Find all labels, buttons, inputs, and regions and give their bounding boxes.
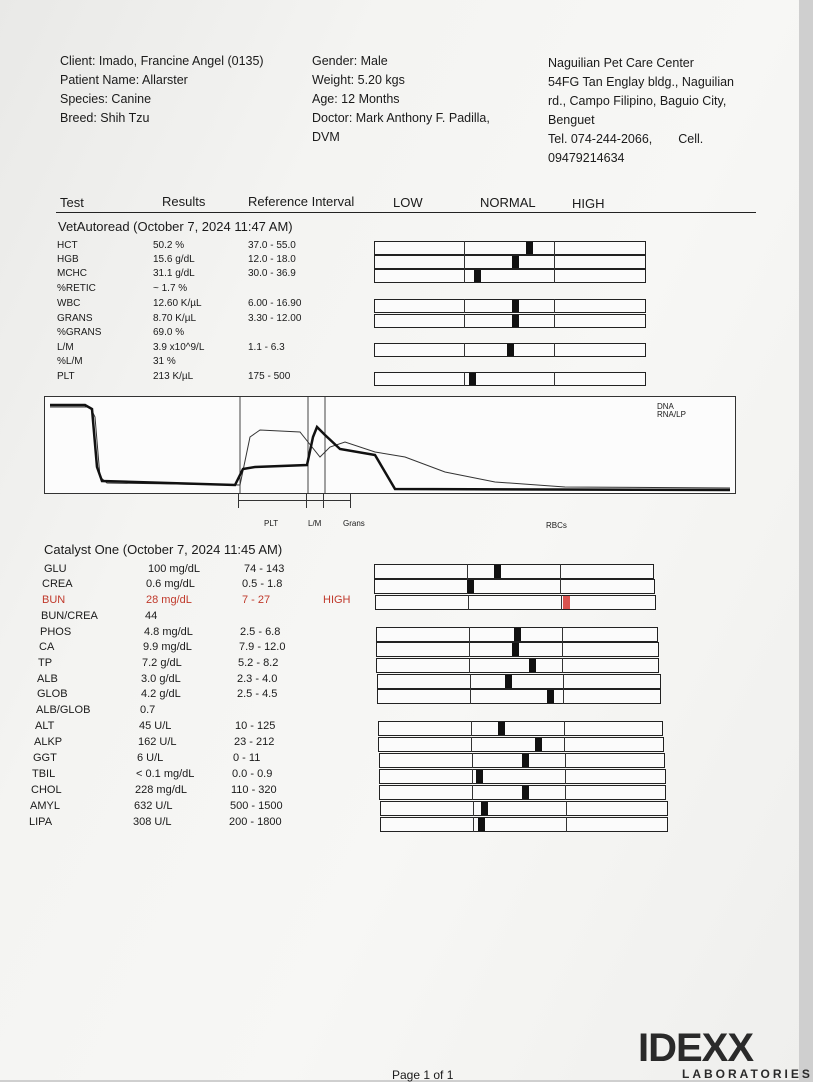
range-divider-low	[469, 627, 470, 642]
range-bar	[378, 721, 663, 736]
range-divider-low	[470, 689, 471, 704]
result-marker	[563, 596, 570, 609]
range-divider-high	[566, 817, 567, 832]
test-result: 31.1 g/dL	[153, 268, 195, 279]
gender: Gender: Male	[312, 54, 388, 68]
test-reference: 2.3 - 4.0	[237, 673, 278, 685]
range-bar	[374, 241, 646, 255]
client-info	[60, 52, 264, 128]
range-bar	[375, 595, 656, 610]
test-name: TBIL	[32, 768, 56, 780]
test-result: 44	[145, 610, 158, 622]
result-marker	[478, 818, 485, 831]
test-reference: 0.5 - 1.8	[242, 578, 283, 590]
species: Species: Canine	[60, 92, 152, 106]
test-result: 213 K/µL	[153, 371, 194, 382]
histogram-plot	[45, 397, 735, 493]
patient-name: Patient Name: Allarster	[60, 73, 188, 87]
result-marker	[494, 565, 501, 578]
test-result: 100 mg/dL	[148, 563, 200, 575]
test-name: HGB	[57, 254, 79, 265]
test-result: 9.9 mg/dL	[143, 641, 192, 653]
test-reference: 110 - 320	[231, 784, 277, 796]
range-bar	[380, 801, 668, 816]
range-divider-low	[464, 255, 465, 269]
range-divider-high	[560, 564, 561, 579]
test-reference: 500 - 1500	[230, 800, 283, 812]
test-reference: 10 - 125	[235, 720, 276, 732]
cell-histogram	[44, 396, 736, 494]
range-divider-low	[468, 595, 469, 610]
range-divider-high	[563, 689, 564, 704]
test-name: ALKP	[34, 736, 63, 748]
range-divider-high	[564, 721, 565, 736]
range-divider-high	[554, 269, 555, 283]
range-divider-high	[562, 658, 563, 673]
test-reference: 5.2 - 8.2	[238, 657, 279, 669]
test-reference: 12.0 - 18.0	[248, 254, 296, 265]
range-bar	[377, 674, 661, 689]
test-name: GGT	[33, 752, 57, 764]
range-divider-high	[554, 255, 555, 269]
range-bar	[374, 299, 646, 313]
range-bar	[374, 269, 646, 283]
test-name: %RETIC	[57, 283, 96, 294]
test-reference: 1.1 - 6.3	[248, 342, 285, 353]
test-result: 4.8 mg/dL	[144, 626, 193, 638]
test-reference: 2.5 - 4.5	[237, 688, 278, 700]
range-divider-high	[565, 785, 566, 800]
test-name: CA	[39, 641, 55, 653]
test-name: AMYL	[30, 800, 60, 812]
header-rule	[56, 212, 756, 213]
col-reference: Reference Interval	[248, 194, 355, 209]
range-divider-low	[464, 372, 465, 386]
test-result: ~ 1.7 %	[153, 283, 188, 294]
test-result: 12.60 K/µL	[153, 298, 202, 309]
result-marker	[498, 722, 505, 735]
clinic-name: Naguilian Pet Care Center	[548, 56, 694, 70]
test-name: L/M	[57, 342, 74, 353]
clinic-address-2: rd., Campo Filipino, Baguio City,	[548, 94, 727, 108]
range-divider-high	[554, 343, 555, 357]
test-result: 8.70 K/µL	[153, 313, 197, 324]
catalyst-title: Catalyst One (October 7, 2024 11:45 AM)	[44, 542, 283, 557]
range-divider-low	[470, 674, 471, 689]
range-bar	[377, 689, 661, 704]
range-divider-high	[565, 753, 566, 768]
range-divider-high	[554, 314, 555, 328]
test-reference: 74 - 143	[244, 563, 285, 575]
result-marker	[474, 270, 481, 282]
clinic-address-3: Benguet	[548, 113, 595, 127]
test-name: GLOB	[37, 688, 68, 700]
gate-tick-1	[238, 494, 239, 508]
client-name: Client: Imado, Francine Angel (0135)	[60, 54, 264, 68]
test-reference: 175 - 500	[248, 371, 291, 382]
test-result: 69.0 %	[153, 327, 185, 338]
test-result: < 0.1 mg/dL	[136, 768, 195, 780]
test-name: CHOL	[31, 784, 62, 796]
range-bar	[374, 372, 646, 386]
idexx-logo: IDEXX	[638, 1026, 754, 1070]
range-divider-low	[473, 801, 474, 816]
test-result: 632 U/L	[134, 800, 173, 812]
col-normal: NORMAL	[480, 195, 536, 210]
vetautoread-title: VetAutoread (October 7, 2024 11:47 AM)	[58, 219, 293, 234]
test-result: 28 mg/dL	[146, 594, 192, 606]
test-reference: 7.9 - 12.0	[239, 641, 286, 653]
gate-tick-3	[323, 494, 324, 508]
result-marker	[526, 242, 533, 254]
range-bar	[374, 314, 646, 328]
test-name: PHOS	[40, 626, 72, 638]
result-marker	[512, 300, 519, 312]
range-divider-low	[473, 817, 474, 832]
range-bar	[376, 658, 659, 673]
test-result: 50.2 %	[153, 240, 185, 251]
range-bar	[374, 579, 655, 594]
test-result: 4.2 g/dL	[141, 688, 181, 700]
range-divider-low	[469, 642, 470, 657]
label-plt: PLT	[264, 519, 279, 528]
test-reference: 23 - 212	[234, 736, 275, 748]
test-name: PLT	[57, 371, 75, 382]
test-reference: 6.00 - 16.90	[248, 298, 302, 309]
result-marker	[512, 315, 519, 327]
col-low: LOW	[393, 195, 423, 210]
result-marker	[481, 802, 488, 815]
range-bar	[379, 769, 666, 784]
gate-tick-2	[306, 494, 307, 508]
flag-label: HIGH	[323, 594, 351, 606]
range-divider-low	[464, 241, 465, 255]
result-marker	[535, 738, 542, 751]
test-reference: 2.5 - 6.8	[240, 626, 281, 638]
test-name: GLU	[44, 563, 67, 575]
test-result: 45 U/L	[139, 720, 172, 732]
test-name: %L/M	[57, 356, 83, 367]
doctor: Doctor: Mark Anthony F. Padilla,	[312, 111, 490, 125]
range-bar	[380, 817, 668, 832]
result-marker	[505, 675, 512, 688]
clinic-cell: 09479214634	[548, 151, 625, 165]
range-divider-low	[471, 721, 472, 736]
gate-bracket	[238, 500, 350, 501]
range-divider-high	[562, 627, 563, 642]
test-result: 228 mg/dL	[135, 784, 187, 796]
test-reference: 37.0 - 55.0	[248, 240, 296, 251]
test-name: %GRANS	[57, 327, 102, 338]
page-number: Page 1 of 1	[392, 1068, 454, 1082]
range-divider-low	[471, 737, 472, 752]
idexx-logo-sub: LABORATORIES	[682, 1067, 813, 1081]
test-result: 7.2 g/dL	[142, 657, 182, 669]
range-divider-high	[563, 674, 564, 689]
test-name: ALB/GLOB	[36, 704, 91, 716]
breed: Breed: Shih Tzu	[60, 111, 150, 125]
range-divider-low	[464, 269, 465, 283]
range-divider-low	[464, 343, 465, 357]
clinic-tel: Tel. 074-244-2066,	[548, 132, 653, 146]
age: Age: 12 Months	[312, 92, 400, 106]
result-marker	[476, 770, 483, 783]
col-test: Test	[60, 195, 84, 210]
histogram-legend	[657, 403, 686, 419]
test-result: 162 U/L	[138, 736, 177, 748]
result-marker	[514, 628, 521, 641]
test-reference: 0 - 11	[233, 752, 261, 764]
result-marker	[512, 256, 519, 268]
clinic-info	[548, 54, 734, 168]
range-divider-low	[464, 314, 465, 328]
col-results: Results	[162, 194, 206, 209]
legend-rna: RNA/LP	[657, 410, 686, 419]
result-marker	[469, 373, 476, 385]
rna-curve	[50, 407, 730, 488]
test-name: TP	[38, 657, 53, 669]
range-divider-low	[469, 658, 470, 673]
test-result: 3.9 x10^9/L	[153, 342, 205, 353]
result-marker	[507, 344, 514, 356]
test-result: 31 %	[153, 356, 176, 367]
result-marker	[547, 690, 554, 703]
range-divider-high	[566, 801, 567, 816]
test-name: ALB	[37, 673, 58, 685]
range-divider-low	[464, 299, 465, 313]
test-reference: 30.0 - 36.9	[248, 268, 296, 279]
dna-curve	[50, 402, 730, 490]
test-name: LIPA	[29, 816, 53, 828]
test-result: 308 U/L	[133, 816, 172, 828]
test-result: 0.6 mg/dL	[146, 578, 195, 590]
doctor-title: DVM	[312, 130, 340, 144]
test-name: GRANS	[57, 313, 93, 324]
range-divider-low	[472, 769, 473, 784]
col-high: HIGH	[572, 196, 605, 211]
test-reference: 200 - 1800	[229, 816, 282, 828]
test-result: 3.0 g/dL	[141, 673, 181, 685]
test-name: WBC	[57, 298, 81, 309]
range-divider-high	[565, 769, 566, 784]
clinic-cell-label: Cell.	[678, 132, 704, 146]
result-marker	[529, 659, 536, 672]
range-divider-low	[472, 785, 473, 800]
test-reference: 3.30 - 12.00	[248, 313, 302, 324]
result-marker	[512, 643, 519, 656]
test-name: CREA	[42, 578, 73, 590]
test-name: HCT	[57, 240, 78, 251]
range-divider-high	[554, 241, 555, 255]
label-lm: L/M	[308, 519, 322, 528]
range-bar	[378, 737, 664, 752]
label-grans: Grans	[343, 519, 365, 528]
test-name: MCHC	[57, 268, 87, 279]
clinic-address-1: 54FG Tan Englay bldg., Naguilian	[548, 75, 734, 89]
test-result: 0.7	[140, 704, 156, 716]
legend-dna: DNA	[657, 402, 674, 411]
result-marker	[467, 580, 474, 593]
test-result: 6 U/L	[137, 752, 164, 764]
result-marker	[522, 754, 529, 767]
gate-tick-4	[350, 494, 351, 508]
range-divider-high	[562, 642, 563, 657]
range-bar	[374, 564, 654, 579]
test-name: ALT	[35, 720, 55, 732]
range-divider-high	[554, 372, 555, 386]
test-result: 15.6 g/dL	[153, 254, 195, 265]
range-divider-low	[472, 753, 473, 768]
range-divider-high	[560, 579, 561, 594]
result-marker	[522, 786, 529, 799]
range-divider-high	[561, 595, 562, 610]
range-divider-high	[554, 299, 555, 313]
range-divider-low	[467, 564, 468, 579]
test-name: BUN/CREA	[41, 610, 98, 622]
label-rbcs: RBCs	[546, 521, 567, 530]
test-reference: 0.0 - 0.9	[232, 768, 273, 780]
range-divider-high	[564, 737, 565, 752]
range-bar	[374, 255, 646, 269]
test-name: BUN	[42, 594, 66, 606]
patient-details	[312, 52, 490, 147]
test-reference: 7 - 27	[242, 594, 271, 606]
weight: Weight: 5.20 kgs	[312, 73, 405, 87]
